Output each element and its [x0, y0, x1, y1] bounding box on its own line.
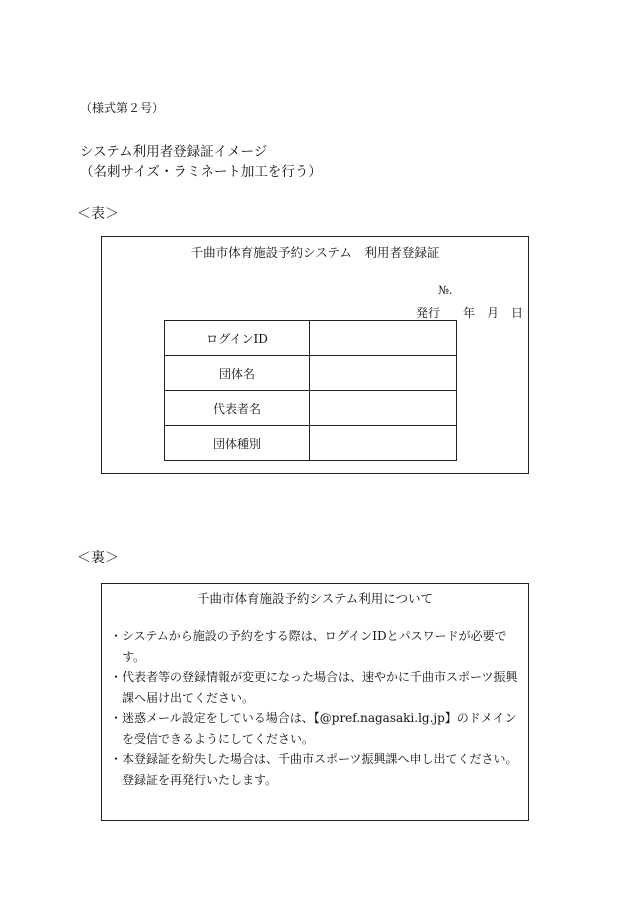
field-label-group-type: 団体種別: [165, 426, 310, 461]
document-title: システム利用者登録証イメージ: [80, 144, 268, 160]
bullet-marker: ・: [110, 711, 123, 725]
issued-year-label: 年: [463, 306, 476, 320]
front-side-label: ＜表＞: [77, 206, 119, 222]
registration-number-label: №.: [438, 283, 453, 297]
issued-month-label: 月: [487, 306, 500, 320]
field-value-group-name: [310, 356, 457, 391]
issued-label: 発行: [416, 306, 441, 320]
document-subtitle: （名刺サイズ・ラミネート加工を行う）: [80, 164, 322, 180]
field-label-login-id: ログインID: [165, 321, 310, 356]
note-text: システムから施設の予約をする際は、ログインIDとパスワードが必要です。: [122, 629, 507, 664]
form-number: （様式第２号）: [80, 101, 165, 115]
bullet-marker: ・: [110, 670, 123, 684]
table-row: [165, 426, 457, 461]
field-value-representative: [310, 391, 457, 426]
note-text: 本登録証を紛失した場合は、千曲市スポーツ振興課へ申し出てください。登録証を再発行いたします。: [122, 752, 518, 787]
notes-list: [110, 626, 525, 790]
field-label-representative: 代表者名: [165, 391, 310, 426]
note-text: 迷惑メール設定をしている場合は、【@pref.nagasaki.lg.jp】のドメインを受信できるようにしてください。: [122, 711, 517, 746]
back-card-title: 千曲市体育施設予約システム利用について: [196, 591, 433, 606]
table-row: [165, 321, 457, 356]
list-item: [110, 708, 525, 749]
list-item: [110, 626, 525, 667]
table-row: [165, 356, 457, 391]
card-front: [101, 236, 529, 474]
bullet-marker: ・: [110, 629, 123, 643]
field-value-login-id: [310, 321, 457, 356]
list-item: [110, 667, 525, 708]
field-label-group-name: 団体名: [165, 356, 310, 391]
field-value-group-type: [310, 426, 457, 461]
issued-day-label: 日: [511, 306, 524, 320]
list-item: [110, 749, 525, 790]
back-side-label: ＜裏＞: [77, 550, 119, 566]
card-back: [101, 583, 529, 821]
front-card-title: 千曲市体育施設予約システム 利用者登録証: [190, 245, 440, 260]
note-text: 代表者等の登録情報が変更になった場合は、速やかに千曲市スポーツ振興課へ届け出てください。: [122, 670, 518, 705]
table-row: [165, 391, 457, 426]
registration-info-table: [164, 320, 457, 461]
bullet-marker: ・: [110, 752, 123, 766]
